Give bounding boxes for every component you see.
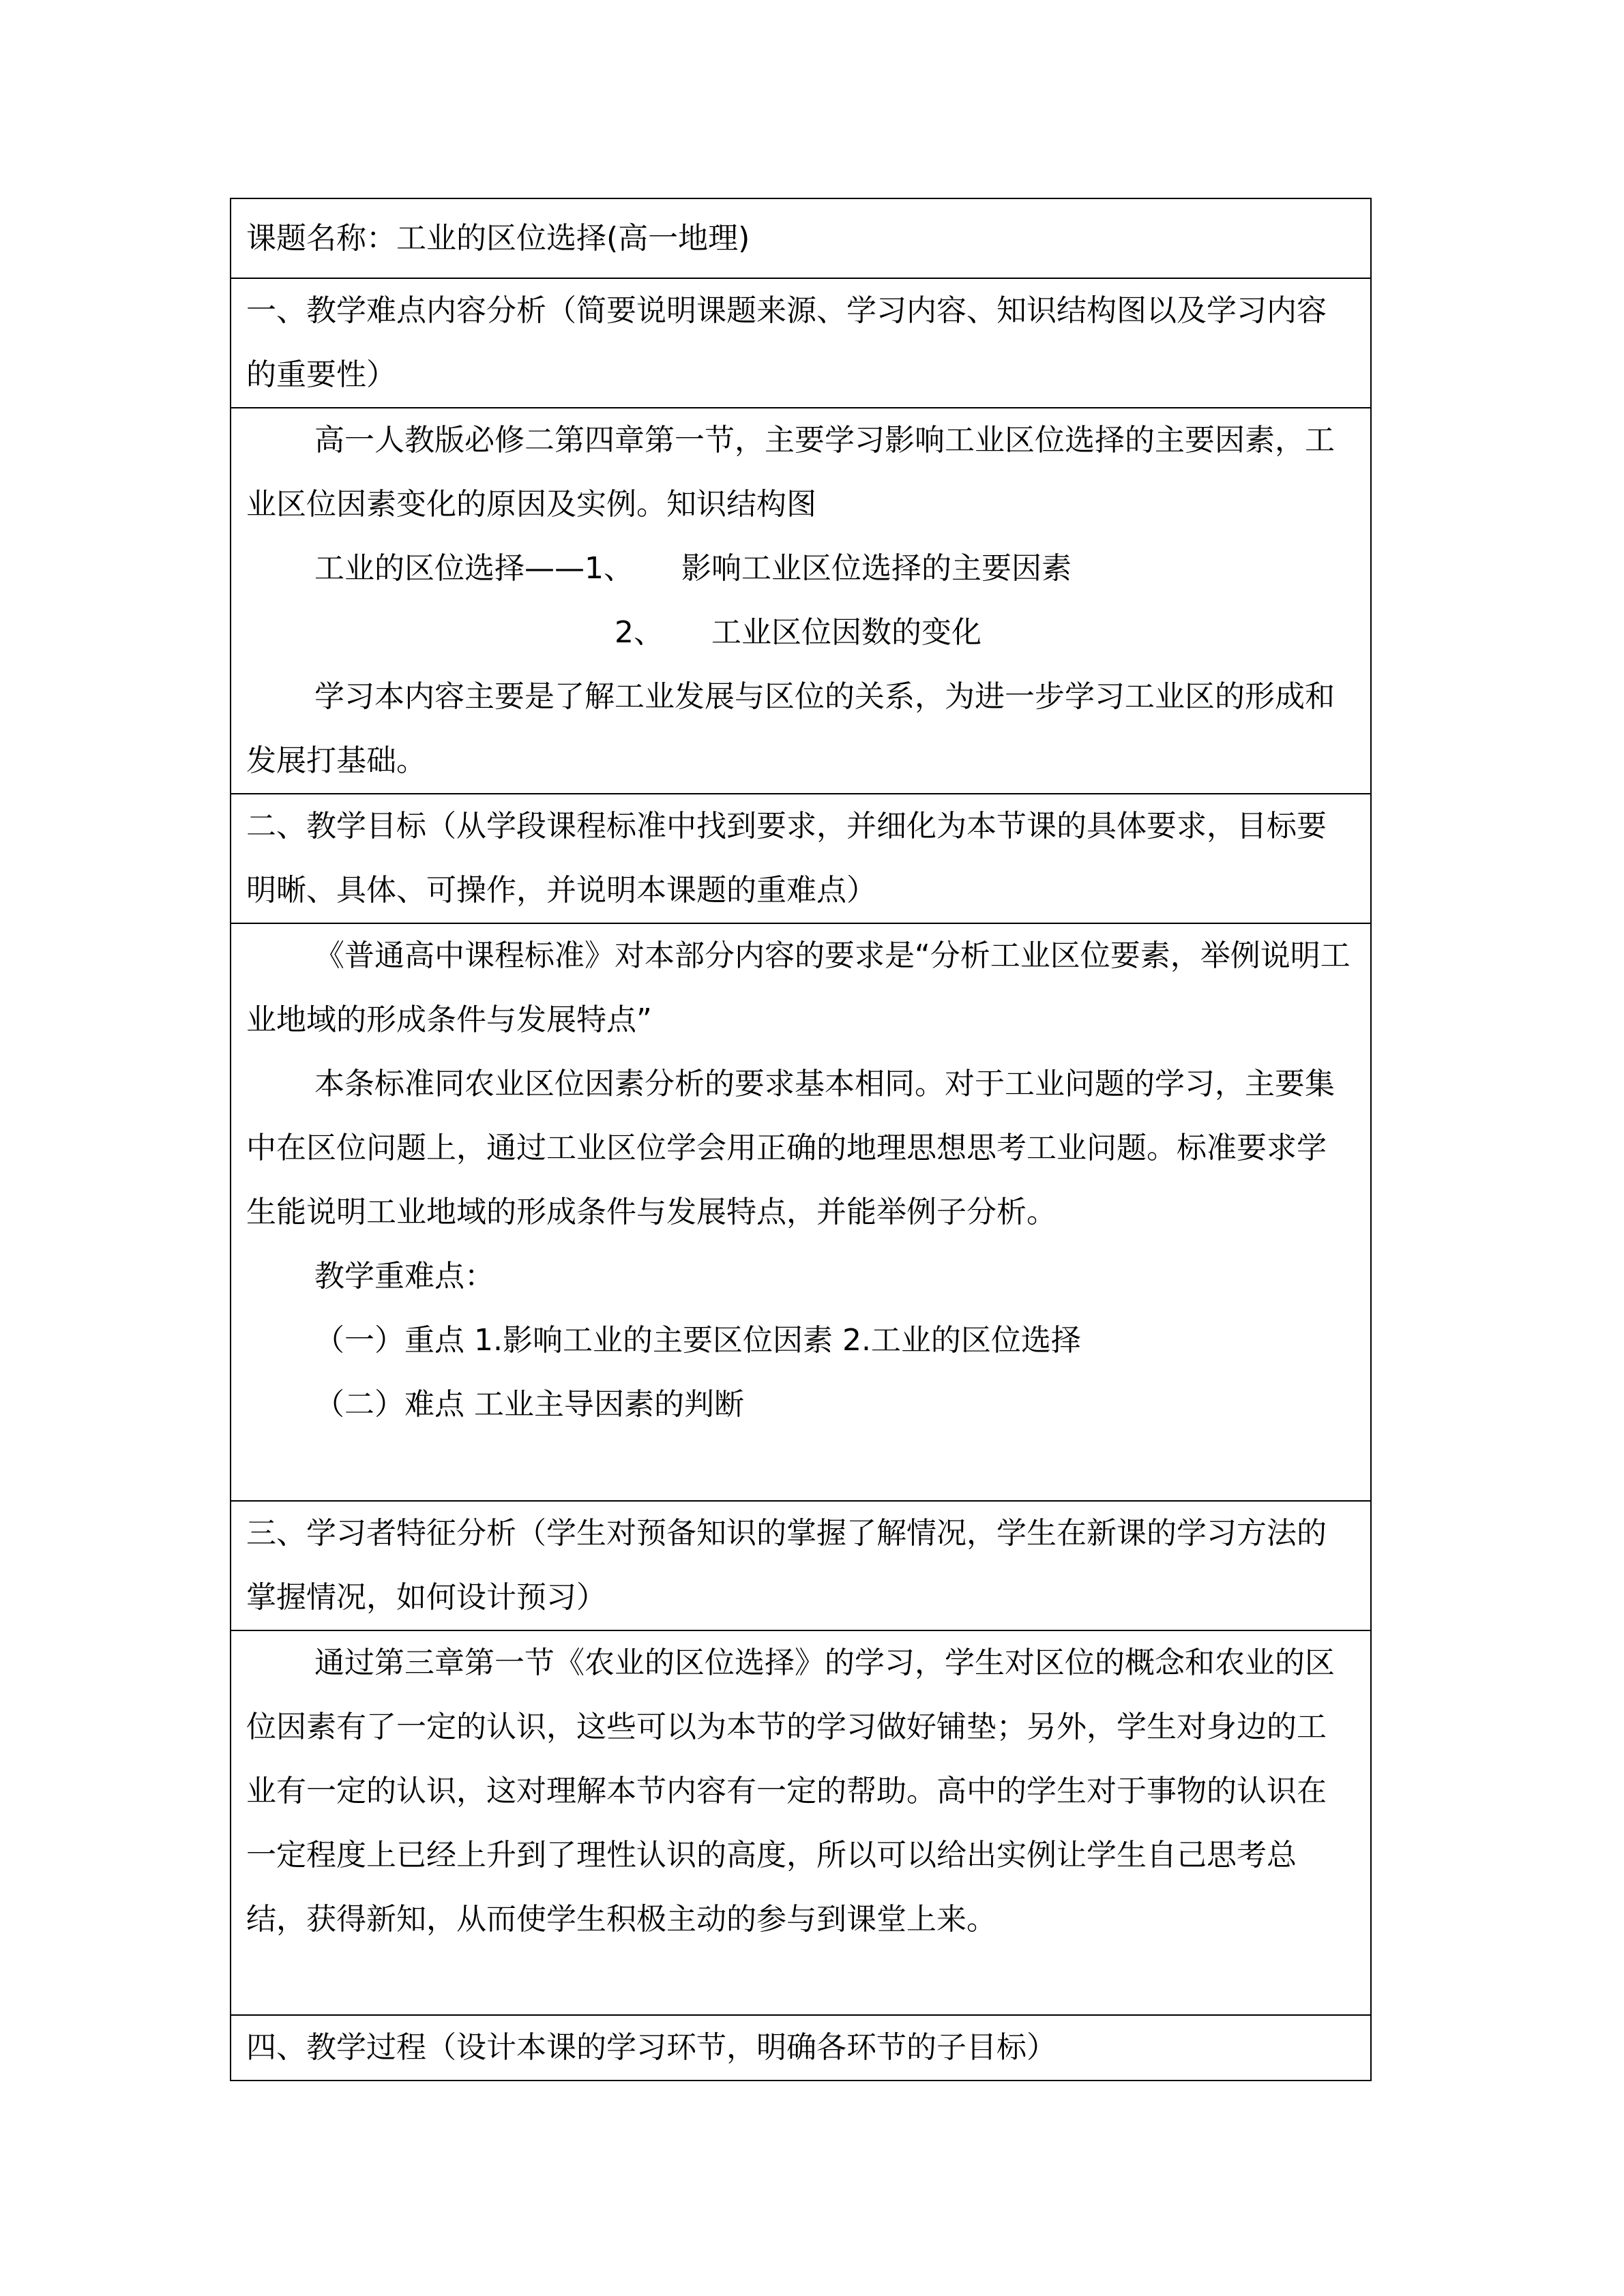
structure-item2-text: 工业区位因数的变化: [711, 615, 981, 650]
section1-paragraph-2: 学习本内容主要是了解工业发展与区位的关系，为进一步学习工业区的形成和发展打基础。: [246, 679, 1335, 778]
section2-heading: 二、教学目标（从学段课程标准中找到要求，并细化为本节课的具体要求，目标要明晰、具体、可操作，并说明本课题的重难点）: [246, 809, 1327, 908]
section3-content-row: [231, 1630, 1371, 2015]
title-row: [231, 198, 1371, 278]
section1-content-row: [231, 408, 1371, 794]
section3-paragraph-1: 通过第三章第一节《农业的区位选择》的学习，学生对区位的概念和农业的区位因素有了一定的认识，这些可以为本节的学习做好铺垫；另外，学生对身边的工业有一定的认识，这对理解本节内容有一定的帮助。高中的学生对于事物的认识在一定程度上已经上升到了理性认识的高度，所以可以给出实例让学生自己思考总结，获得新知，从而使学生积极主动的参与到课堂上来。: [246, 1645, 1335, 1937]
lesson-title: 课题名称：工业的区位选择(高一地理): [246, 221, 750, 256]
section3-heading: 三、学习者特征分析（学生对预备知识的掌握了解情况，学生在新课的学习方法的掌握情况，如何设计预习）: [246, 1516, 1327, 1615]
section1-heading: 一、教学难点内容分析（简要说明课题来源、学习内容、知识结构图以及学习内容的重要性）: [246, 293, 1327, 392]
knowledge-structure-line-2: [246, 601, 1355, 665]
section2-heading-row: [231, 794, 1371, 923]
section3-heading-row: [231, 1501, 1371, 1630]
key-point: （一）重点 1.影响工业的主要区位因素 2.工业的区位选择: [314, 1323, 1081, 1358]
section2-paragraph-2: 本条标准同农业区位因素分析的要求基本相同。对于工业问题的学习，主要集中在区位问题上，通过工业区位学会用正确的地理思想思考工业问题。标准要求学生能说明工业地域的形成条件与发展特点，并能举例子分析。: [246, 1067, 1335, 1229]
section2-content-row: [231, 923, 1371, 1501]
structure-item1-number: 1、: [585, 551, 634, 586]
structure-root: 工业的区位选择——: [314, 551, 585, 586]
section4-heading: 四、教学过程（设计本课的学习环节，明确各环节的子目标）: [246, 2030, 1057, 2065]
structure-item2-number: 2、: [615, 615, 664, 650]
difficult-point: （二）难点 工业主导因素的判断: [314, 1387, 744, 1422]
key-points-label: 教学重难点：: [314, 1259, 494, 1294]
section1-paragraph-1: 高一人教版必修二第四章第一节，主要学习影响工业区位选择的主要因素，工业区位因素变化的原因及实例。知识结构图: [246, 423, 1335, 522]
lesson-plan-table: [230, 198, 1372, 2081]
section4-heading-row: [231, 2015, 1371, 2081]
section1-heading-row: [231, 278, 1371, 408]
structure-item1-text: 影响工业区位选择的主要因素: [681, 551, 1072, 586]
knowledge-structure-line-1: [246, 537, 1355, 601]
section2-paragraph-1: 《普通高中课程标准》对本部分内容的要求是“分析工业区位要素，举例说明工业地域的形成条件与发展特点”: [246, 938, 1350, 1037]
